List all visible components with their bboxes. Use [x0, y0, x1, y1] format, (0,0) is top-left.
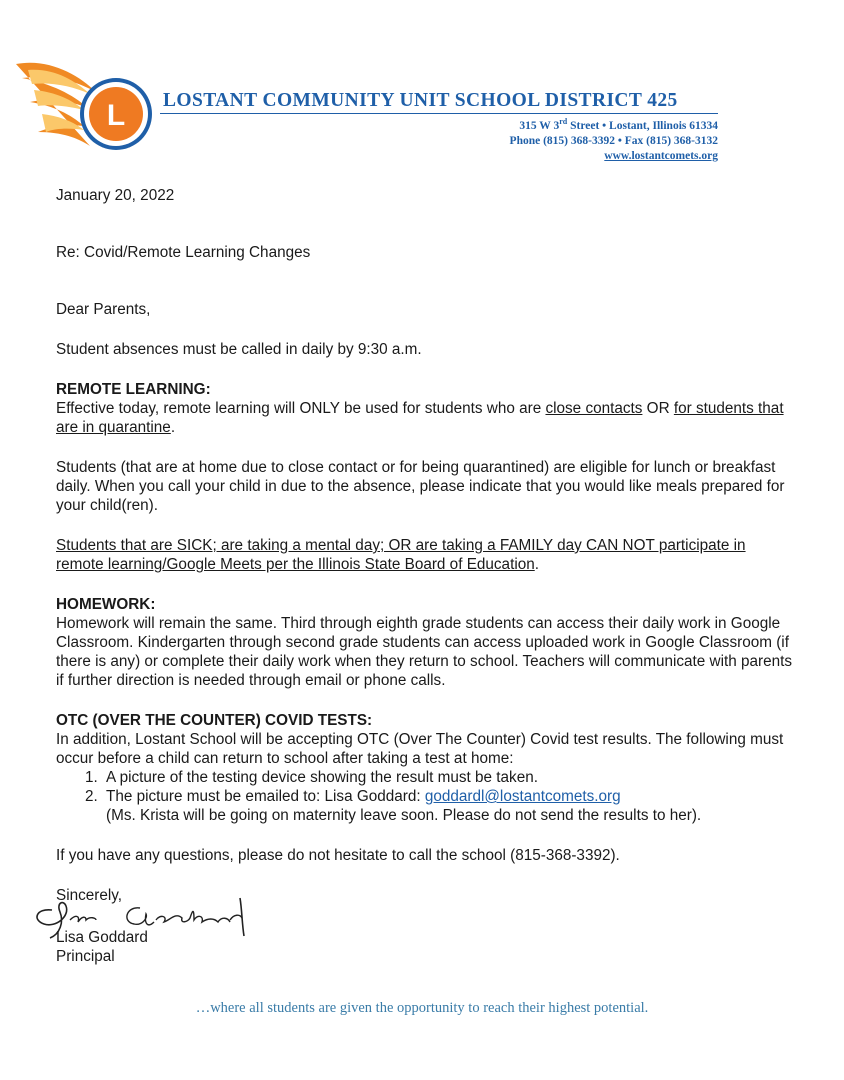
otc-intro: In addition, Lostant School will be accepting OTC (Over The Counter) Covid test results. The following must occur before a child can return to school after taking a test at home: [56, 731, 784, 767]
comet-logo-icon [8, 44, 168, 164]
letter-subject: Re: Covid/Remote Learning Changes [56, 244, 311, 261]
closing: Sincerely, [56, 887, 123, 904]
otc-heading: OTC (OVER THE COUNTER) COVID TESTS: [56, 712, 373, 729]
remote-learning-paragraph: Effective today, remote learning will ONLY be used for students who are close contacts OR for students that are in quarantine. [56, 400, 784, 436]
maternity-note: (Ms. Krista will be going on maternity leave soon. Please do not send the results to her). [106, 807, 702, 824]
questions-paragraph: If you have any questions, please do not hesitate to call the school (815-368-3392). [56, 847, 620, 864]
letterhead [0, 0, 844, 170]
address-line: 315 W 3rd Street • Lostant, Illinois 61334 [519, 117, 718, 132]
letter-body [56, 186, 796, 905]
footer-motto: …where all students are given the opportunity to reach their highest potential. [195, 1000, 649, 1016]
remote-learning-heading: REMOTE LEARNING: [56, 381, 211, 398]
otc-step-1: 1. A picture of the testing device showing the result must be taken. [102, 768, 796, 787]
homework-paragraph: Homework will remain the same. Third through eighth grade students can access their daily work in Google Classroom. Kindergarten through second grade students can access uploaded work in Google Classroom (if there is any) or complete their daily work when they return to school. Teachers will communicate with parents if further direction is needed through email or phone calls. [56, 615, 792, 689]
district-name: LOSTANT COMMUNITY UNIT SCHOOL DISTRICT 425 [163, 90, 678, 111]
contact-block [510, 114, 718, 164]
letter-date: January 20, 2022 [56, 187, 175, 204]
homework-heading: HOMEWORK: [56, 596, 156, 613]
email-link[interactable]: goddardl@lostantcomets.org [424, 788, 621, 805]
website-link[interactable]: www.lostantcomets.org [604, 149, 718, 162]
salutation: Dear Parents, [56, 301, 151, 318]
otc-steps-list [56, 768, 796, 825]
sick-policy-paragraph: Students that are SICK; are taking a mental day; OR are taking a FAMILY day CAN NOT participate in remote learning/Google Meets per the Illinois State Board of Education. [56, 537, 746, 573]
meals-paragraph: Students (that are at home due to close contact or for being quarantined) are eligible for lunch or breakfast daily. When you call your child in due to the absence, please indicate that you would like meals prepared for your child(ren). [56, 459, 785, 514]
logo-letter: L [106, 99, 126, 132]
signer-name: Lisa Goddard [56, 929, 148, 946]
signer-title: Principal [56, 948, 115, 965]
absences-notice: Student absences must be called in daily by 9:30 a.m. [56, 341, 422, 358]
otc-step-2: 2. The picture must be emailed to: Lisa Goddard: goddardl@lostantcomets.org (Ms. Krista will be going on maternity leave soon. Please do not send the results to her). [102, 787, 796, 825]
phone-fax-line: Phone (815) 368-3392 • Fax (815) 368-3132 [509, 134, 718, 147]
